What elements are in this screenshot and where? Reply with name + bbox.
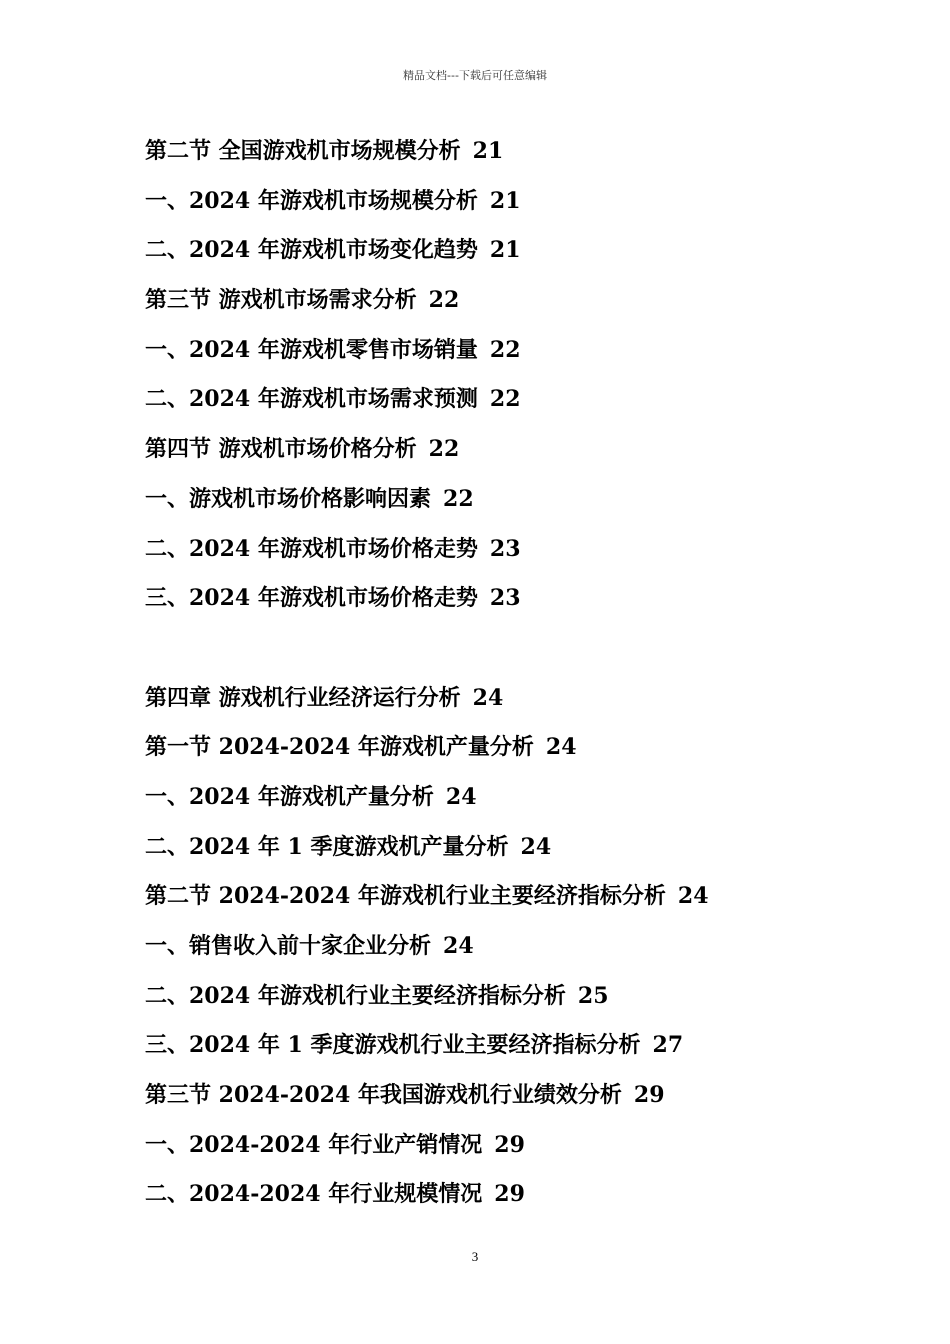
toc-entry[interactable] xyxy=(145,329,905,379)
toc-entry[interactable] xyxy=(145,677,905,727)
toc-entry[interactable] xyxy=(145,1074,905,1124)
toc-entry[interactable] xyxy=(145,1173,905,1223)
toc-entry-title: 二、2024 年游戏机市场需求预测 xyxy=(145,386,478,413)
toc-entry-title: 二、2024 年游戏机市场变化趋势 xyxy=(145,237,478,264)
toc-entry-title: 二、2024-2024 年行业规模情况 xyxy=(145,1181,483,1208)
toc-entry-title: 第三节 2024-2024 年我国游戏机行业绩效分析 xyxy=(145,1082,622,1109)
toc-entry-title: 第四节 游戏机市场价格分析 xyxy=(145,436,417,463)
toc-entry-page: 22 xyxy=(428,436,460,463)
toc-entry-title: 三、2024 年游戏机市场价格走势 xyxy=(145,585,478,612)
toc-entry-title: 一、2024 年游戏机产量分析 xyxy=(145,783,434,810)
toc-entry-page: 29 xyxy=(633,1082,665,1109)
toc-entry-title: 一、2024-2024 年行业产销情况 xyxy=(145,1131,483,1158)
toc-entry-title: 一、2024 年游戏机市场规模分析 xyxy=(145,187,478,214)
toc-entry-title: 一、游戏机市场价格影响因素 xyxy=(145,485,432,512)
toc-entry[interactable] xyxy=(145,826,905,876)
toc-entry-title: 第四章 游戏机行业经济运行分析 xyxy=(145,684,461,711)
toc-entry-page: 22 xyxy=(443,485,474,512)
toc-entry-title: 二、2024 年 1 季度游戏机产量分析 xyxy=(145,833,509,860)
toc-entry-title: 二、2024 年游戏机市场价格走势 xyxy=(145,535,478,562)
toc-entry[interactable] xyxy=(145,180,905,230)
toc-entry-page: 29 xyxy=(494,1131,525,1158)
toc-entry[interactable] xyxy=(145,279,905,329)
toc-entry[interactable] xyxy=(145,229,905,279)
toc-entry-title: 二、2024 年游戏机行业主要经济指标分析 xyxy=(145,982,566,1009)
toc-entry[interactable] xyxy=(145,1024,905,1074)
table-of-contents xyxy=(145,130,905,1223)
toc-entry-page: 23 xyxy=(489,535,521,562)
toc-entry-title: 三、2024 年 1 季度游戏机行业主要经济指标分析 xyxy=(145,1032,641,1059)
toc-entry-title: 一、销售收入前十家企业分析 xyxy=(145,933,432,959)
toc-entry-page: 22 xyxy=(489,386,521,413)
toc-entry-page: 24 xyxy=(472,684,504,711)
toc-entry[interactable] xyxy=(145,975,905,1025)
toc-entry-page: 25 xyxy=(577,982,609,1009)
toc-entry[interactable] xyxy=(145,478,905,528)
toc-entry[interactable] xyxy=(145,875,905,925)
toc-entry-page: 21 xyxy=(489,237,521,264)
toc-entry-page: 22 xyxy=(428,287,460,314)
toc-entry-page: 21 xyxy=(472,138,504,164)
toc-entry-title: 第三节 游戏机市场需求分析 xyxy=(145,287,417,314)
toc-entry-title: 第二节 全国游戏机市场规模分析 xyxy=(145,138,461,164)
toc-entry-page: 24 xyxy=(445,783,477,810)
toc-entry[interactable] xyxy=(145,130,905,180)
toc-entry-page: 27 xyxy=(652,1032,684,1059)
toc-entry-page: 21 xyxy=(489,187,521,214)
toc-entry[interactable] xyxy=(145,925,905,975)
toc-entry-title: 第一节 2024-2024 年游戏机产量分析 xyxy=(145,734,534,761)
toc-entry-page: 22 xyxy=(489,336,521,363)
toc-entry-page: 24 xyxy=(443,933,474,959)
toc-entry-page: 24 xyxy=(520,833,552,860)
toc-entry[interactable] xyxy=(145,726,905,776)
page-number: 3 xyxy=(471,1249,479,1264)
toc-entry[interactable] xyxy=(145,1124,905,1174)
toc-entry-title: 一、2024 年游戏机零售市场销量 xyxy=(145,336,478,363)
toc-entry[interactable] xyxy=(145,428,905,478)
toc-entry[interactable] xyxy=(145,577,905,627)
toc-entry-page: 29 xyxy=(494,1181,525,1208)
toc-entry[interactable] xyxy=(145,528,905,578)
toc-entry-page: 24 xyxy=(545,734,577,761)
toc-entry[interactable] xyxy=(145,776,905,826)
toc-entry[interactable] xyxy=(145,378,905,428)
page-header: 精品文档---下载后可任意编辑 xyxy=(403,69,547,82)
toc-entry-title: 第二节 2024-2024 年游戏机行业主要经济指标分析 xyxy=(145,883,666,910)
toc-spacer xyxy=(145,627,905,677)
toc-entry-page: 23 xyxy=(489,585,521,612)
toc-entry-page: 24 xyxy=(677,883,709,910)
